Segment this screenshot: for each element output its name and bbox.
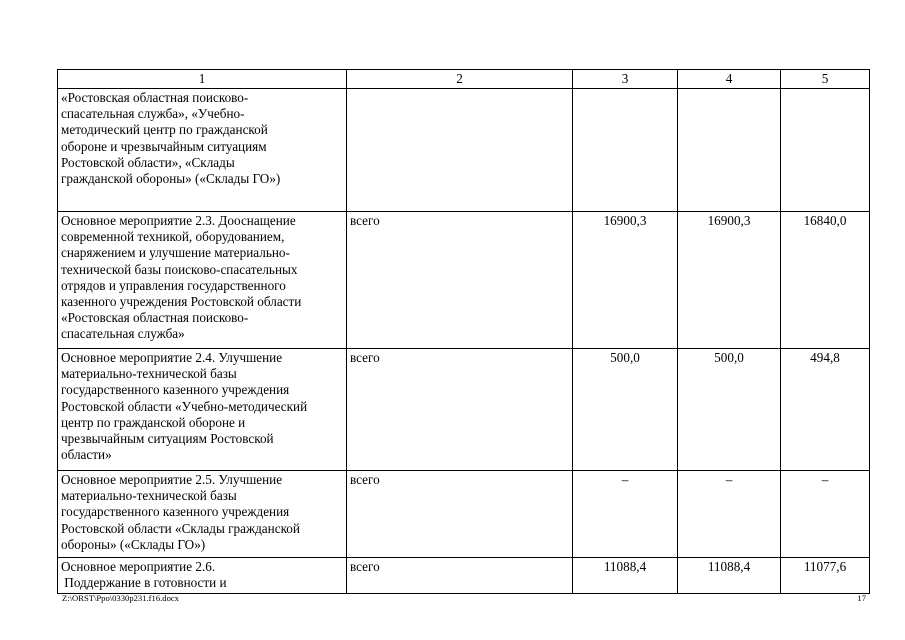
- description-line: Ростовской области «Склады гражданской: [61, 520, 300, 536]
- table-row: [58, 471, 870, 558]
- description-line: современной техникой, оборудованием,: [61, 229, 285, 245]
- row-value-col4: [678, 89, 781, 212]
- description-line: государственного казенного учреждения: [61, 382, 290, 398]
- row-value-col5: –: [781, 471, 870, 558]
- description-line: обороне и чрезвычайным ситуациям: [61, 138, 267, 154]
- description-line: чрезвычайным ситуациям Ростовской: [61, 431, 274, 447]
- description-line: центр по гражданской обороне и: [61, 414, 246, 430]
- description-line: Ростовской области «Учебно-методический: [61, 398, 308, 414]
- row-description: [58, 212, 347, 349]
- description-line: Основное мероприятие 2.5. Улучшение: [61, 472, 283, 487]
- row-funding-source: всего: [347, 212, 573, 349]
- row-value-col4: 11088,4: [678, 558, 781, 594]
- row-value-col4: 16900,3: [678, 212, 781, 349]
- row-description: [58, 558, 347, 594]
- row-value-col5: [781, 89, 870, 212]
- description-line: материально-технической базы: [61, 488, 237, 504]
- description-line: снаряжением и улучшение материально-: [61, 245, 290, 261]
- description-line: казенного учреждения Ростовской области: [61, 294, 302, 310]
- description-line: гражданской обороны» («Склады ГО»): [61, 171, 281, 187]
- description-line: технической базы поисково-спасательных: [61, 261, 298, 277]
- header-cell-3: 3: [573, 70, 678, 89]
- row-value-col5: 494,8: [781, 349, 870, 471]
- table-row: [58, 349, 870, 471]
- description-line: «Ростовская областная поисково-: [61, 310, 249, 326]
- header-cell-4: 4: [678, 70, 781, 89]
- header-cell-1: 1: [58, 70, 347, 89]
- row-value-col3: 16900,3: [573, 212, 678, 349]
- description-line: спасательная служба», «Учебно-: [61, 106, 245, 122]
- description-line: Основное мероприятие 2.3. Дооснащение: [61, 213, 296, 228]
- description-line: методический центр по гражданской: [61, 122, 268, 138]
- description-line: Основное мероприятие 2.6.: [61, 559, 216, 574]
- footer-file-path: Z:\ORST\Ppo\0330p231.f16.docx: [62, 593, 179, 603]
- table-header-row: [58, 70, 870, 89]
- row-value-col3: 500,0: [573, 349, 678, 471]
- row-value-col5: 16840,0: [781, 212, 870, 349]
- description-line: спасательная служба»: [61, 326, 185, 342]
- description-line: области»: [61, 447, 112, 463]
- row-value-col4: –: [678, 471, 781, 558]
- row-funding-source: всего: [347, 471, 573, 558]
- description-line: Основное мероприятие 2.4. Улучшение: [61, 350, 283, 365]
- table-row: [58, 212, 870, 349]
- table-row: [58, 89, 870, 212]
- row-funding-source: [347, 89, 573, 212]
- description-line: Поддержание в готовности и: [61, 575, 227, 591]
- row-value-col5: 11077,6: [781, 558, 870, 594]
- row-funding-source: всего: [347, 349, 573, 471]
- row-description: [58, 349, 347, 471]
- description-line: Ростовской области», «Склады: [61, 154, 235, 170]
- row-funding-source: всего: [347, 558, 573, 594]
- row-value-col3: [573, 89, 678, 212]
- table-row: [58, 558, 870, 594]
- description-line: государственного казенного учреждения: [61, 504, 290, 520]
- row-description: [58, 89, 347, 212]
- description-line: обороны» («Склады ГО»): [61, 536, 206, 552]
- description-line: материально-технической базы: [61, 366, 237, 382]
- row-value-col3: –: [573, 471, 678, 558]
- row-description: [58, 471, 347, 558]
- description-line: отрядов и управления государственного: [61, 277, 286, 293]
- budget-table: [57, 69, 870, 594]
- header-cell-5: 5: [781, 70, 870, 89]
- row-value-col4: 500,0: [678, 349, 781, 471]
- header-cell-2: 2: [347, 70, 573, 89]
- row-value-col3: 11088,4: [573, 558, 678, 594]
- footer-page-number: 17: [857, 593, 866, 603]
- description-line: «Ростовская областная поисково-: [61, 90, 249, 105]
